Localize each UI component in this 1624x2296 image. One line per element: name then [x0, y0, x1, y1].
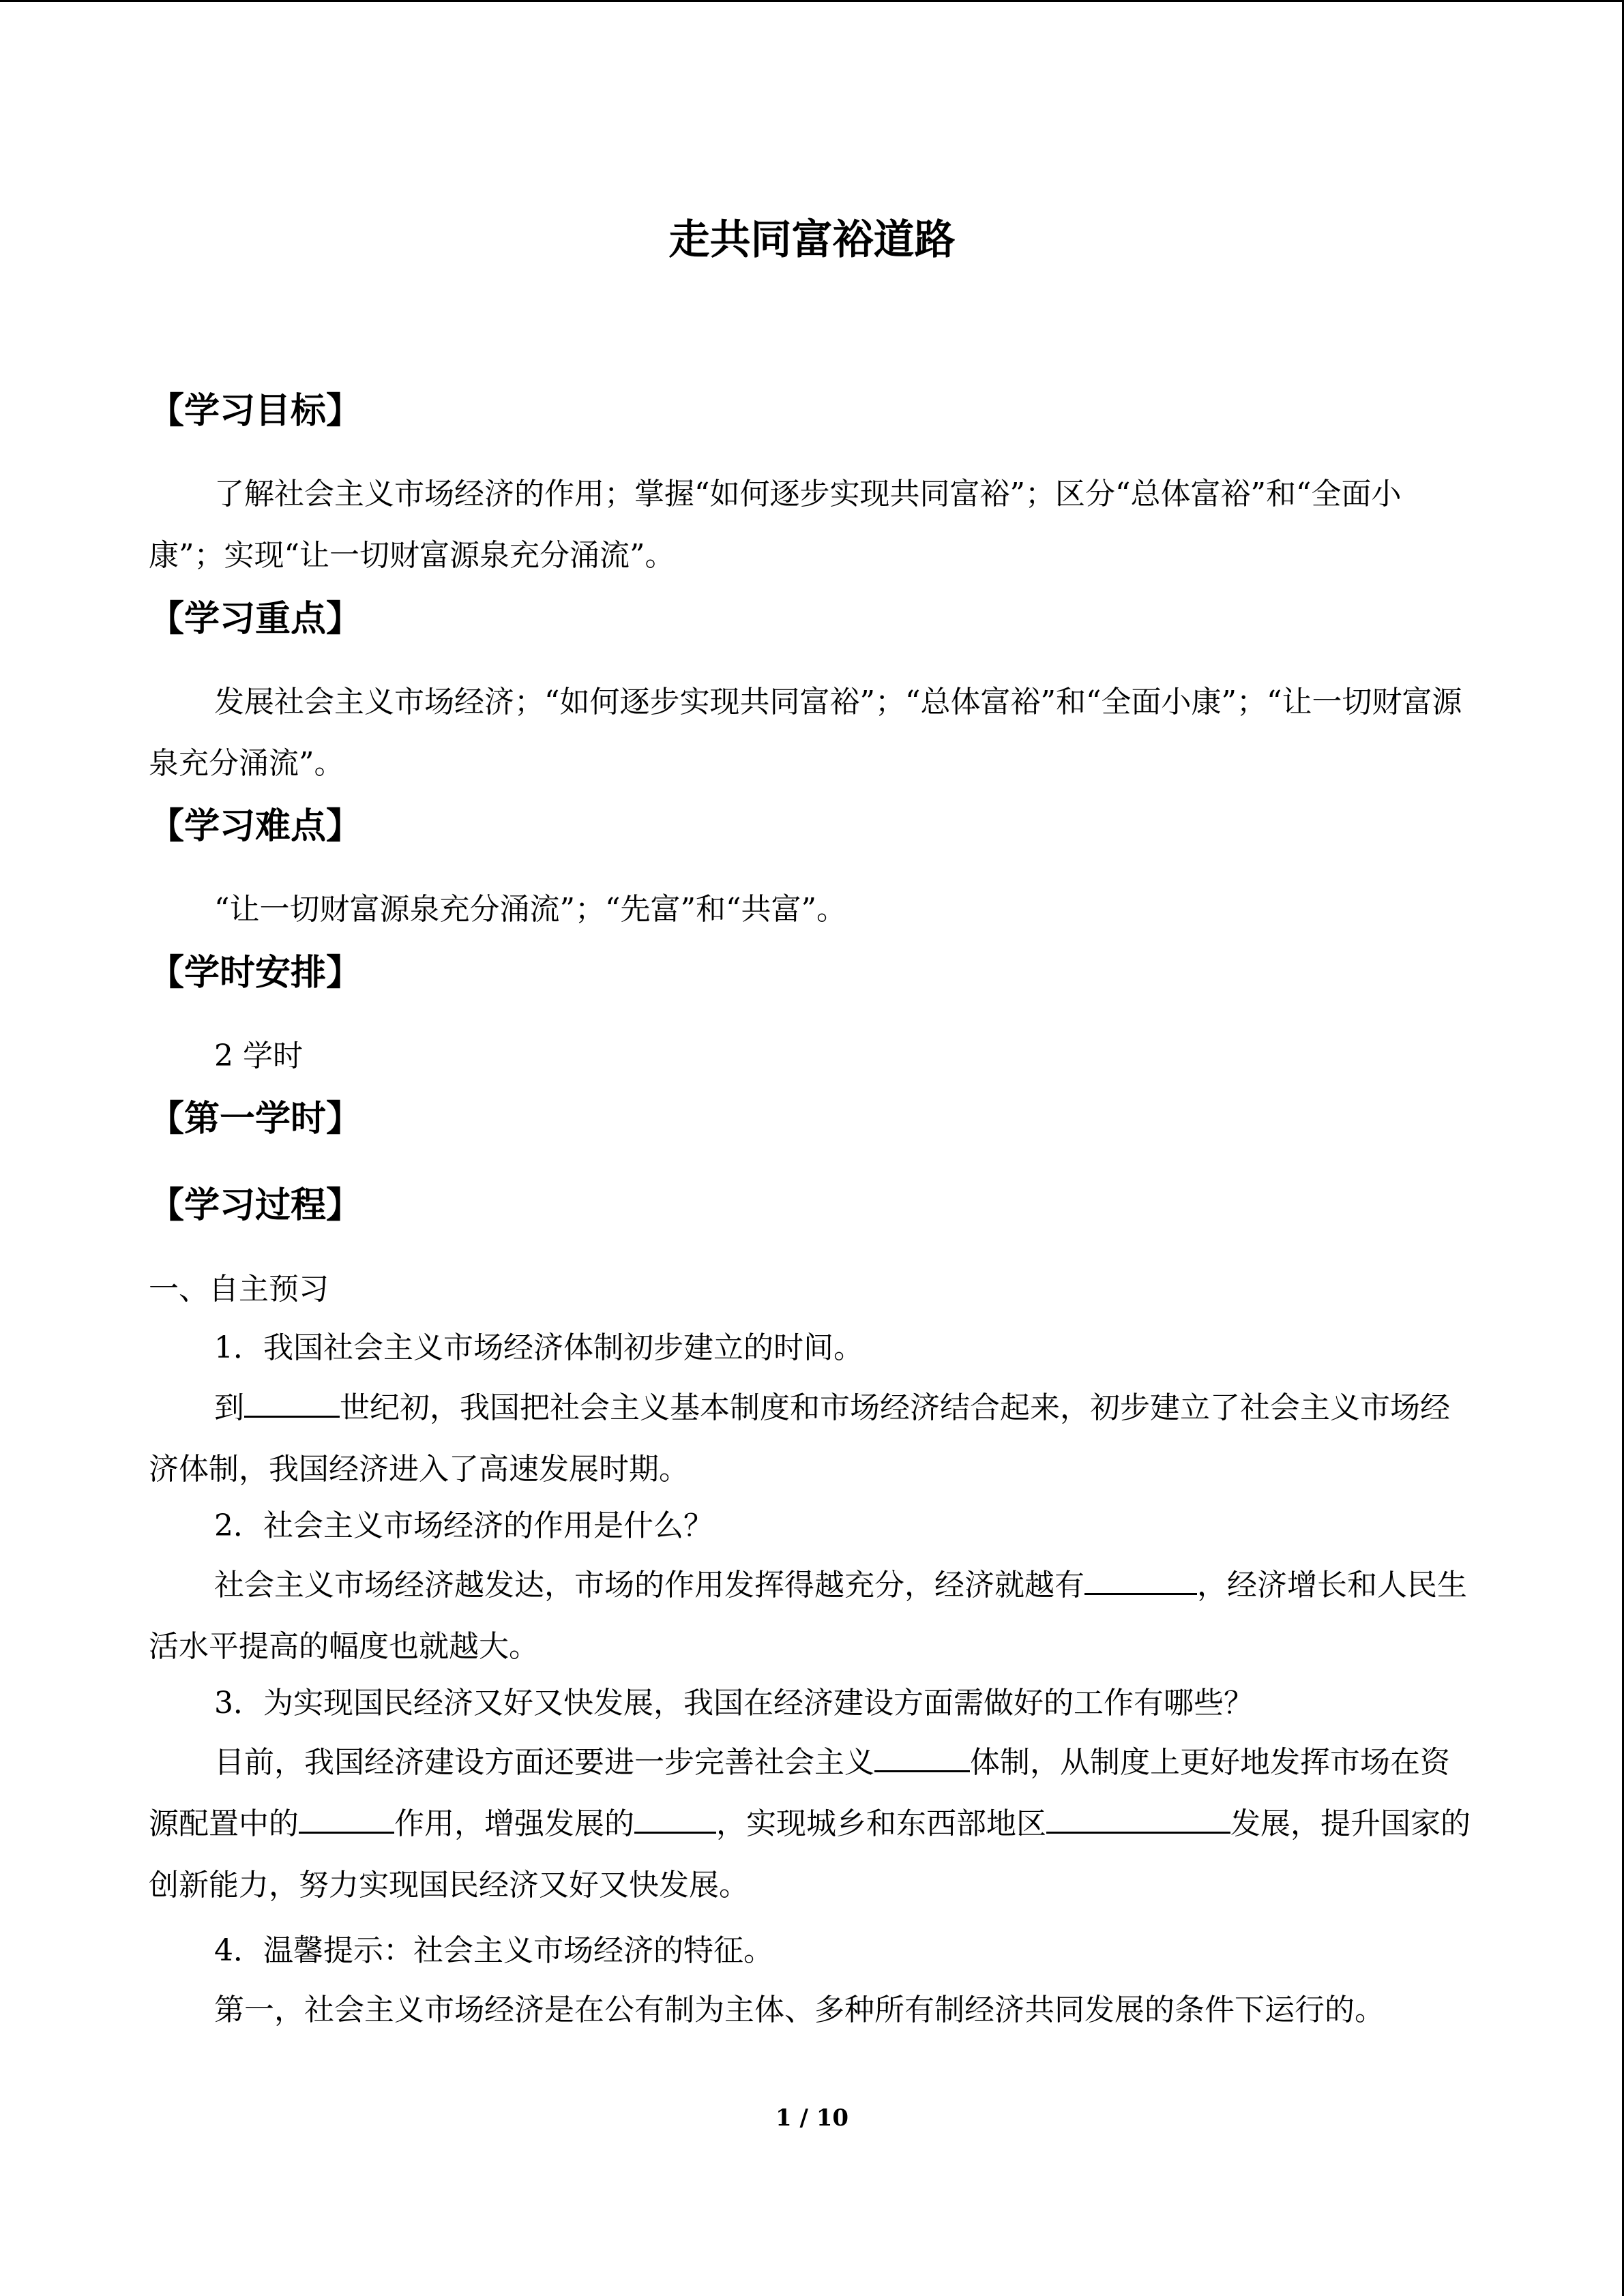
- schedule-text: 2 学时: [214, 1039, 303, 1073]
- answer-1-part-2: 世纪初，我国把社会主义基本制度和市场经济结合起来，初步建立了社会主义市场经济体制，我国经济进入了高速发展时期。: [149, 1390, 1450, 1487]
- fill-blank-1[interactable]: [244, 1386, 340, 1418]
- fill-blank-5[interactable]: [634, 1802, 716, 1834]
- heading-first-period: 【第一学时】: [149, 1099, 362, 1139]
- answer-3-part-5: 发展，提升国家的创新能力，努力实现国民经济又好又快发展。: [149, 1806, 1471, 1903]
- answer-3-part-3: 作用，增强发展的: [394, 1806, 634, 1841]
- answer-2-part-2: ，经济增长和人民生活水平提高的幅度也就越大。: [149, 1568, 1467, 1664]
- fill-blank-4[interactable]: [299, 1802, 394, 1834]
- question-4: 4．温馨提示：社会主义市场经济的特征。: [214, 1933, 773, 1968]
- question-2: 2．社会主义市场经济的作用是什么？: [214, 1508, 713, 1543]
- learning-difficulty-text: “让一切财富源泉充分涌流”；“先富”和“共富”。: [214, 892, 846, 927]
- heading-schedule: 【学时安排】: [149, 953, 362, 994]
- fill-blank-6[interactable]: [1046, 1802, 1230, 1834]
- fill-blank-3[interactable]: [874, 1740, 970, 1772]
- question-1: 1．我国社会主义市场经济体制初步建立的时间。: [214, 1330, 863, 1365]
- answer-3-part-1: 目前，我国经济建设方面还要进一步完善社会主义: [214, 1745, 874, 1780]
- learning-goal-text: 了解社会主义市场经济的作用；掌握“如何逐步实现共同富裕”；区分“总体富裕”和“全面小康”；实现“让一切财富源泉充分涌流”。: [149, 477, 1402, 573]
- answer-3-part-2: 体制，从制度上更好地发挥市场在资源配置中的: [149, 1745, 1450, 1841]
- answer-3-part-4: ，实现城乡和东西部地区: [716, 1806, 1046, 1841]
- answer-2-part-1: 社会主义市场经济越发达，市场的作用发挥得越充分，经济就越有: [214, 1568, 1084, 1602]
- answer-4: 第一，社会主义市场经济是在公有制为主体、多种所有制经济共同发展的条件下运行的。: [214, 1993, 1385, 2027]
- answer-2: [149, 1555, 1475, 1678]
- answer-1: [149, 1377, 1475, 1500]
- document-title: 走共同富裕道路: [668, 216, 956, 264]
- heading-learning-process: 【学习过程】: [149, 1185, 362, 1226]
- fill-blank-2[interactable]: [1084, 1563, 1197, 1595]
- page-number: 1 / 10: [775, 2104, 849, 2132]
- heading-learning-focus: 【学习重点】: [149, 599, 362, 640]
- heading-learning-difficulty: 【学习难点】: [149, 806, 362, 847]
- answer-3: [149, 1732, 1475, 1916]
- learning-focus-text: 发展社会主义市场经济；“如何逐步实现共同富裕”；“总体富裕”和“全面小康”；“让一切财富源泉充分涌流”。: [149, 685, 1462, 781]
- preview-heading: 一、自主预习: [149, 1272, 329, 1307]
- question-3: 3．为实现国民经济又好又快发展，我国在经济建设方面需做好的工作有哪些？: [214, 1686, 1254, 1720]
- heading-learning-goal: 【学习目标】: [149, 391, 362, 432]
- answer-1-part-1: 到: [214, 1390, 244, 1425]
